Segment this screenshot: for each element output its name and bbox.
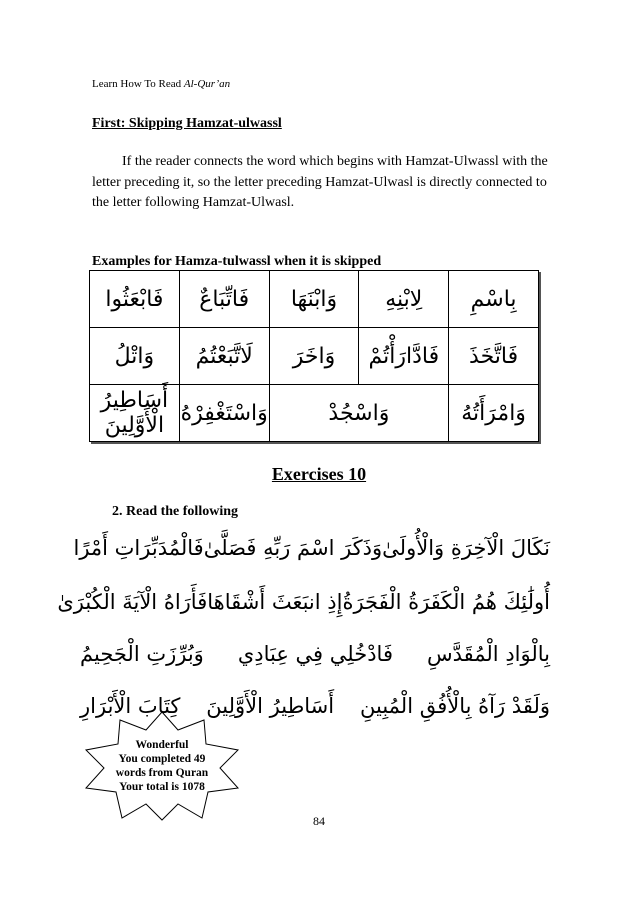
arabic-phrase: فَادْخُلِي فِي عِبَادِي: [237, 642, 393, 666]
exercise-line: [57, 590, 550, 614]
table-row: [90, 328, 539, 385]
table-cell: وَاخَرَ: [269, 328, 359, 385]
table-cell: أَسَاطِيرُ الْأَوَّلِينَ: [90, 385, 180, 442]
arabic-phrase: فَأَرَاهُ الْآيَةَ الْكُبْرَىٰ: [57, 590, 208, 614]
table-cell: فَادَّارَأْتُمْ: [359, 328, 449, 385]
read-instruction: 2. Read the following: [112, 504, 238, 519]
arabic-phrase: بِالْوَادِ الْمُقَدَّسِ: [426, 642, 550, 666]
badge-line: words from Quran: [115, 767, 209, 779]
exercises-title: Exercises 10: [271, 464, 367, 484]
header-text: Learn How To Read: [92, 78, 184, 90]
table-row: [90, 271, 539, 328]
exercise-line: [73, 536, 550, 560]
examples-title: Examples for Hamza-tulwassl when it is skipped: [92, 254, 382, 269]
table-row: [90, 385, 539, 442]
table-cell: فَاتِّبَاعٌ: [179, 271, 269, 328]
table-cell: وَاتْلُ: [90, 328, 180, 385]
section-title: First: Skipping Hamzat-ulwassl: [92, 116, 282, 131]
page-number: 84: [313, 814, 325, 828]
table-cell: لِابْنِهِ: [359, 271, 449, 328]
table-cell: وَاسْجُدْ: [269, 385, 449, 442]
body-paragraph: [92, 152, 562, 214]
arabic-phrase: نَكَالَ الْآخِرَةِ وَالْأُولَىٰ: [382, 536, 550, 560]
arabic-phrase: إِذِ انبَعَثَ أَشْقَاهَا: [207, 590, 343, 614]
achievement-badge: [82, 710, 242, 822]
table-cell: وَاسْتَغْفِرْهُ: [179, 385, 269, 442]
table-cell: فَابْعَثُوا: [90, 271, 180, 328]
header-italic: Al-Qur’an: [183, 78, 231, 90]
badge-line: Wonderful: [135, 739, 189, 751]
arabic-phrase: وَلَقَدْ رَآهُ بِالْأُفُقِ الْمُبِينِ: [360, 694, 550, 718]
arabic-phrase: أُولَٰئِكَ هُمُ الْكَفَرَةُ الْفَجَرَةُ: [342, 590, 550, 614]
arabic-phrase: وَذَكَرَ اسْمَ رَبِّهِ فَصَلَّىٰ: [203, 536, 383, 560]
table-cell: وَابْنَهَا: [269, 271, 359, 328]
arabic-phrase: فَالْمُدَبِّرَاتِ أَمْرًا: [73, 536, 204, 560]
arabic-phrase: وَبُرِّزَتِ الْجَحِيمُ: [80, 642, 204, 666]
arabic-phrase: أَسَاطِيرُ الْأَوَّلِينَ: [206, 694, 335, 718]
badge-line: Your total is 1078: [119, 781, 205, 793]
exercise-line: [80, 642, 550, 666]
paragraph-text: If the reader connects the word which begins with Hamzat-Ulwassl with the letter preceding it, so the letter preceding Hamzat-Ulwasl is directly connected to the letter following Hamzat-Ulwasl.: [92, 154, 548, 210]
table-cell: وَامْرَأَتُهُ: [449, 385, 539, 442]
badge-line: You completed 49: [118, 753, 206, 765]
badge-text: [82, 738, 242, 794]
table-cell: فَاتَّخَذَ: [449, 328, 539, 385]
table-cell: لَاتَّبَعْتُمُ: [179, 328, 269, 385]
table-cell: بِاسْمِ: [449, 271, 539, 328]
examples-table: [89, 270, 539, 442]
arabic-phrase: كِتَابَ الْأَبْرَارِ: [80, 694, 181, 718]
running-header: [92, 78, 230, 90]
